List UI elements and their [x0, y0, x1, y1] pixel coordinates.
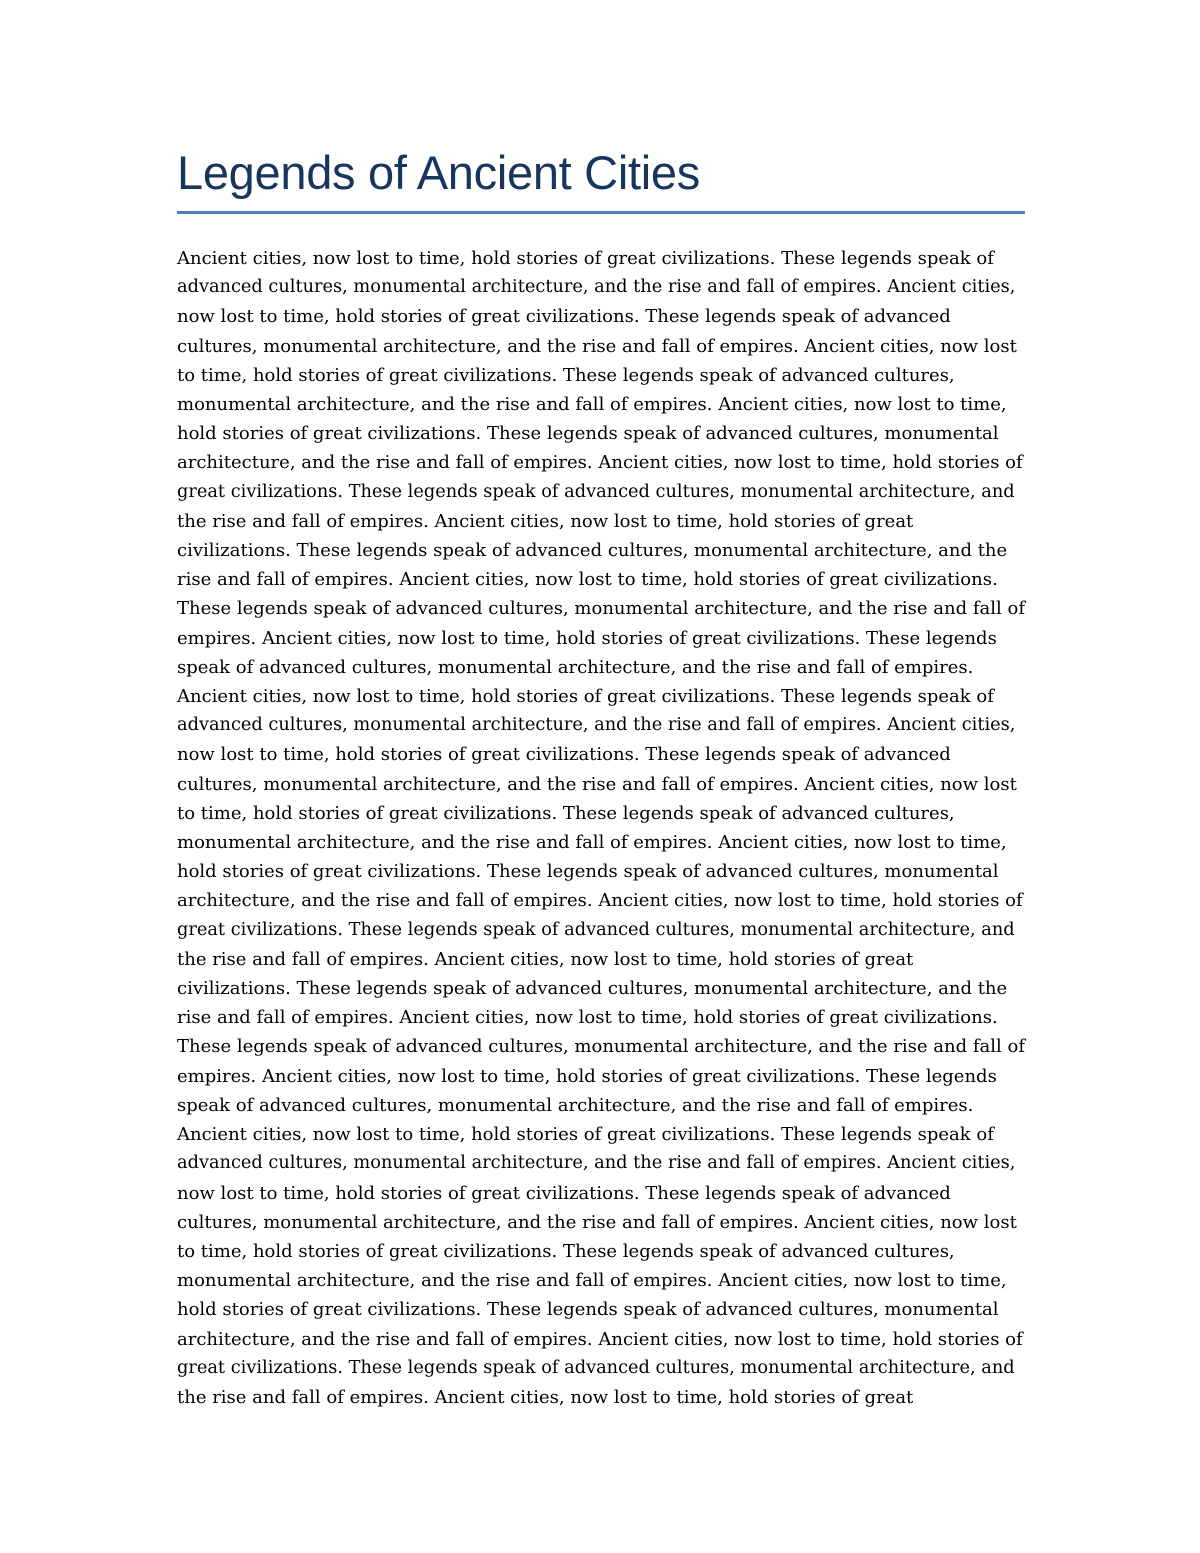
body-line: Ancient cities, now lost to time, hold stories of great civilizations. These legends speak of [177, 248, 994, 269]
body-line: now lost to time, hold stories of great civilizations. These legends speak of advanced [177, 744, 951, 766]
body-paragraph [177, 244, 1025, 1412]
body-line: Ancient cities, now lost to time, hold stories of great civilizations. These legends speak of [177, 686, 994, 708]
body-line: speak of advanced cultures, monumental architecture, and the rise and fall of empires. [177, 1094, 974, 1116]
body-line: advanced cultures, monumental architecture, and the rise and fall of empires. Ancient cities, [177, 277, 1016, 298]
body-line: monumental architecture, and the rise and fall of empires. Ancient cities, now lost to time, [177, 1270, 1007, 1292]
body-line: advanced cultures, monumental architecture, and the rise and fall of empires. Ancient cities, [177, 715, 1016, 736]
body-line: monumental architecture, and the rise and fall of empires. Ancient cities, now lost to time, [177, 832, 1007, 854]
body-line: to time, hold stories of great civilizations. These legends speak of advanced cultures, [177, 802, 955, 824]
body-line: the rise and fall of empires. Ancient cities, now lost to time, hold stories of great [177, 948, 914, 970]
body-line: monumental architecture, and the rise and fall of empires. Ancient cities, now lost to time, [177, 394, 1007, 416]
body-line: great civilizations. These legends speak of advanced cultures, monumental architecture, and [177, 919, 1015, 940]
body-line: great civilizations. These legends speak of advanced cultures, monumental architecture, and [177, 1357, 1015, 1378]
body-line: advanced cultures, monumental architecture, and the rise and fall of empires. Ancient cities, [177, 1153, 1016, 1174]
body-line: These legends speak of advanced cultures, monumental architecture, and the rise and fall of [177, 1036, 1025, 1058]
body-line: architecture, and the rise and fall of empires. Ancient cities, now lost to time, hold stories of [177, 890, 1023, 912]
body-line: cultures, monumental architecture, and the rise and fall of empires. Ancient cities, now lost [177, 773, 1017, 795]
body-line: rise and fall of empires. Ancient cities, now lost to time, hold stories of great civilizations. [177, 1007, 998, 1029]
body-line: Ancient cities, now lost to time, hold stories of great civilizations. These legends speak of [177, 1124, 994, 1146]
body-line: hold stories of great civilizations. These legends speak of advanced cultures, monumental [177, 423, 999, 445]
body-line: great civilizations. These legends speak of advanced cultures, monumental architecture, and [177, 481, 1015, 502]
body-line: the rise and fall of empires. Ancient cities, now lost to time, hold stories of great [177, 1386, 914, 1408]
body-line: empires. Ancient cities, now lost to time, hold stories of great civilizations. These legends [177, 627, 997, 649]
body-line: to time, hold stories of great civilizations. These legends speak of advanced cultures, [177, 1240, 955, 1262]
document-content [177, 138, 1025, 1412]
body-line: civilizations. These legends speak of advanced cultures, monumental architecture, and the [177, 540, 1008, 562]
body-line: cultures, monumental architecture, and the rise and fall of empires. Ancient cities, now lost [177, 1211, 1017, 1233]
body-line: now lost to time, hold stories of great civilizations. These legends speak of advanced [177, 1182, 951, 1204]
body-line: the rise and fall of empires. Ancient cities, now lost to time, hold stories of great [177, 510, 914, 532]
body-line: architecture, and the rise and fall of empires. Ancient cities, now lost to time, hold stories of [177, 452, 1023, 474]
body-line: hold stories of great civilizations. These legends speak of advanced cultures, monumental [177, 861, 999, 883]
body-line: speak of advanced cultures, monumental architecture, and the rise and fall of empires. [177, 656, 974, 678]
title-underline-rule [177, 211, 1025, 214]
body-line: architecture, and the rise and fall of empires. Ancient cities, now lost to time, hold stories of [177, 1328, 1023, 1350]
body-line: civilizations. These legends speak of advanced cultures, monumental architecture, and the [177, 978, 1008, 1000]
body-line: now lost to time, hold stories of great civilizations. These legends speak of advanced [177, 306, 951, 328]
body-line: hold stories of great civilizations. These legends speak of advanced cultures, monumental [177, 1299, 999, 1321]
body-line: cultures, monumental architecture, and the rise and fall of empires. Ancient cities, now lost [177, 335, 1017, 357]
body-line: These legends speak of advanced cultures, monumental architecture, and the rise and fall of [177, 598, 1025, 620]
body-line: rise and fall of empires. Ancient cities, now lost to time, hold stories of great civilizations. [177, 569, 998, 591]
body-line: to time, hold stories of great civilizations. These legends speak of advanced cultures, [177, 364, 955, 386]
document-title: Legends of Ancient Cities [177, 146, 700, 199]
body-line: empires. Ancient cities, now lost to time, hold stories of great civilizations. These legends [177, 1065, 997, 1087]
